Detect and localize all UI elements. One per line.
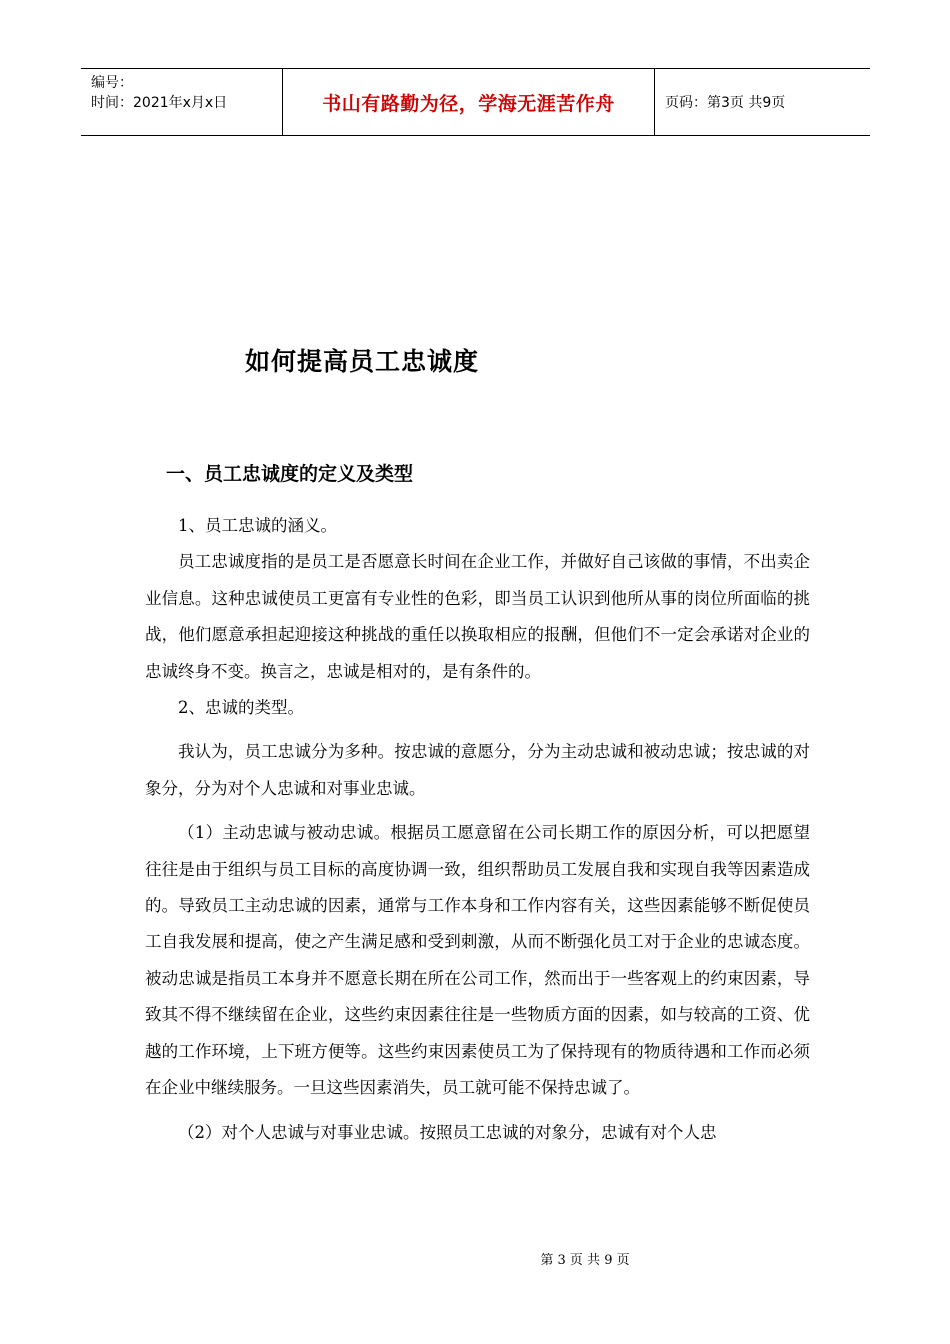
paragraph: 我认为，员工忠诚分为多种。按忠诚的意愿分，分为主动忠诚和被动忠诚；按忠诚的对象分，分为对个人忠诚和对事业忠诚。 — [145, 742, 810, 798]
serial-label: 编号： — [91, 75, 133, 91]
paragraph: （1）主动忠诚与被动忠诚。根据员工愿意留在公司长期工作的原因分析，可以把愿望往往是由于组织与员工目标的高度协调一致，组织帮助员工发展自我和实现自我等因素造成的。导致员工主动忠诚的因素，通常与工作本身和工作内容有关，这些因素能够不断促使员工自我发展和提高，使之产生满足感和受到刺激，从而不断强化员工对于企业的忠诚态度。被动忠诚是指员工本身并不愿意长期在所在公司工作，然而出于一些客观上的约束因素，导致其不得不继续留在企业，这些约束因素往往是一些物质方面的因素，如与较高的工资、优越的工作环境，上下班方便等。这些约束因素使员工为了保持现有的物质待遇和工作而必须在企业中继续服务。一旦这些因素消失，员工就可能不保持忠诚了。 — [145, 823, 810, 1098]
section-heading: 一、员工忠诚度的定义及类型 — [166, 463, 414, 485]
paragraph: 员工忠诚度指的是员工是否愿意长时间在企业工作，并做好自己该做的事情，不出卖企业信息。这种忠诚使员工更富有专业性的色彩，即当员工认识到他所从事的岗位所面临的挑战，他们愿意承担起迎接这种挑战的重任以换取相应的报酬，但他们不一定会承诺对企业的忠诚终身不变。换言之，忠诚是相对的，是有条件的。 — [145, 552, 810, 681]
paragraph: 1、员工忠诚的涵义。 — [178, 516, 337, 535]
header-motto: 书山有路勤为径，学海无涯苦作舟 — [283, 69, 655, 135]
document-title: 如何提高员工忠诚度 — [245, 347, 480, 376]
paragraph: 2、忠诚的类型。 — [178, 698, 304, 718]
document-body — [145, 508, 810, 1151]
page-footer: 第 3 页 共 9 页 — [540, 1253, 630, 1268]
header-meta — [81, 69, 283, 135]
paragraph: （2）对个人忠诚与对事业忠诚。按照员工忠诚的对象分，忠诚有对个人忠 — [178, 1122, 717, 1142]
time-label: 时间：2021年x月x日 — [91, 95, 228, 111]
page-header — [81, 68, 870, 136]
header-page-info: 页码：第3页 共9页 — [665, 95, 786, 111]
